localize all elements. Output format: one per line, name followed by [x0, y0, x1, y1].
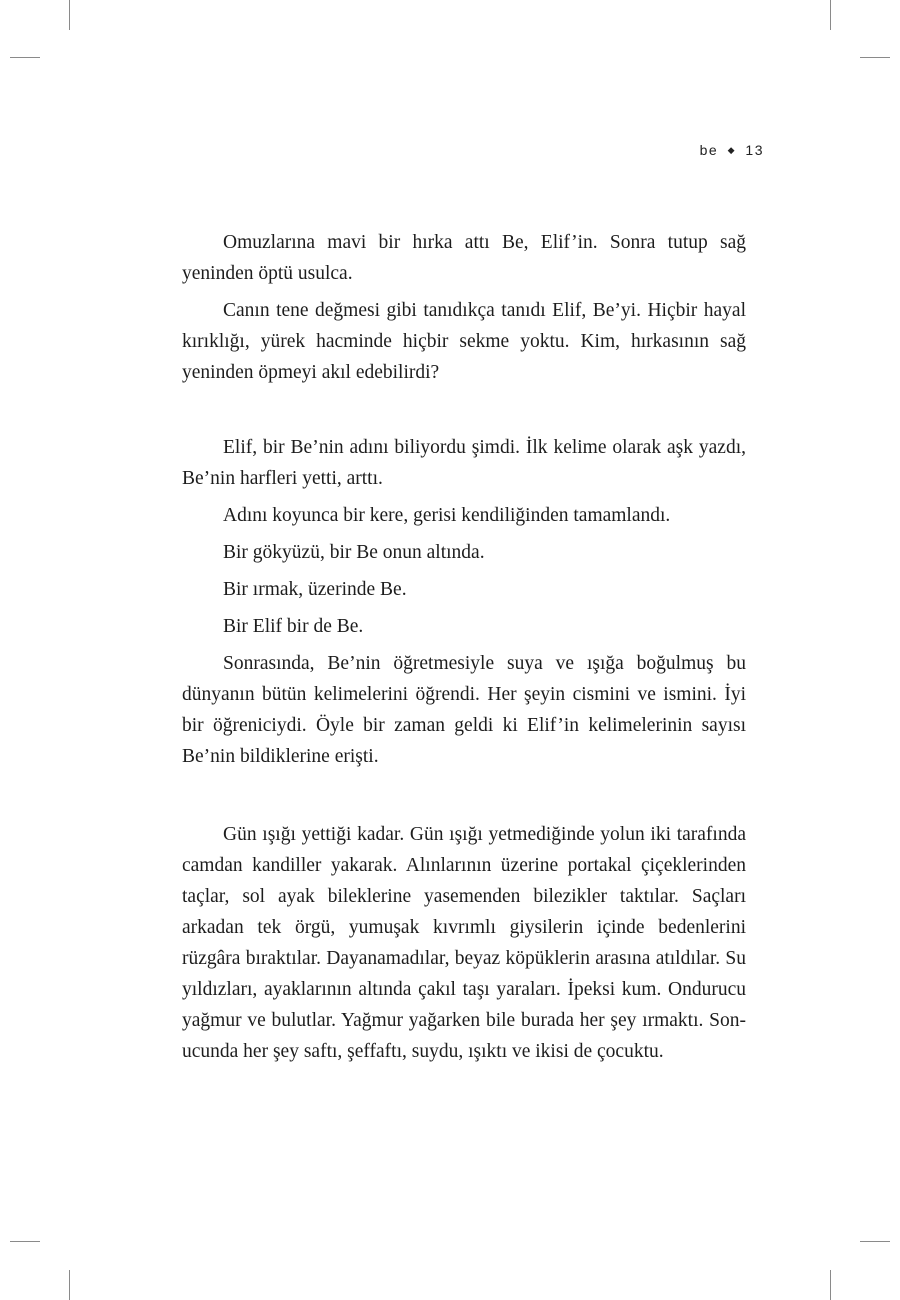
crop-mark-right-top	[860, 57, 890, 58]
crop-mark-right-bottom	[860, 1241, 890, 1242]
paragraph: Omuzlarına mavi bir hırka attı Be, Elif’in. Sonra tutup sağ yeninden öptü usulca.	[182, 232, 746, 284]
paragraph: Elif, bir Be’nin adını biliyordu şimdi. İlk kelime olarak aşk yazdı, Be’nin harfleri yetti, arttı.	[182, 437, 746, 489]
paragraph: Adını koyunca bir kere, gerisi kendiliğinden tamamlandı.	[223, 505, 671, 526]
paragraph: Bir ırmak, üzerinde Be.	[223, 579, 407, 600]
paragraph: Canın tene değmesi gibi tanıdıkça tanıdı Elif, Be’yi. Hiçbir hayal kırıklığı, yürek hacminde hiçbir sekme yoktu. Kim, hırkasının sağ yeninden öpmeyi akıl edebilirdi?	[182, 300, 746, 383]
paragraph: Gün ışığı yettiği kadar. Gün ışığı yetmediğinde yolun iki tarafında camdan kandiller yakarak. Alınlarının üzerine portakal çiçeklerinden taçlar, sol ayak bileklerine yasemenden bilezikler taktılar. Saçları arkadan tek örgü, yumuşak kıvrımlı giysilerin içinde bedenlerini rüzgâra bıraktılar. Dayanamadılar, beyaz köpüklerin arasına atıldılar. Su yıldızları, ayaklarının altında çakıl taşı yaraları. İpeksi kum. Ondurucu yağmur ve bulutlar. Yağmur yağarken bile burada her şey ırmaktı. Son-ucunda her şey saftı, şeffaftı, suydu, ışıktı ve ikisi de çocuktu.	[182, 824, 746, 1062]
paragraph: Bir Elif bir de Be.	[223, 616, 364, 637]
diamond-separator-icon: ◆	[727, 145, 737, 155]
text-section-2	[182, 432, 746, 778]
running-head	[700, 142, 764, 158]
crop-mark-top-right	[830, 0, 831, 30]
text-section-3	[182, 819, 746, 1073]
page-number: 13	[745, 142, 764, 158]
running-head-title: be	[699, 142, 719, 158]
crop-mark-bottom-left	[69, 1270, 70, 1300]
paragraph: Sonrasında, Be’nin öğretmesiyle suya ve ışığa boğulmuş bu dünyanın bütün kelimelerini öğrendi. Her şeyin cismini ve ismini. İyi bir öğreniciydi. Öyle bir zaman geldi ki Elif’in kelimelerinin sayısı Be’nin bildiklerine erişti.	[182, 653, 746, 767]
paragraph: Bir gökyüzü, bir Be onun altında.	[223, 542, 485, 563]
crop-mark-bottom-right	[830, 1270, 831, 1300]
crop-mark-top-left	[69, 0, 70, 30]
text-section-1	[182, 227, 746, 394]
crop-mark-left-bottom	[10, 1241, 40, 1242]
crop-mark-left-top	[10, 57, 40, 58]
